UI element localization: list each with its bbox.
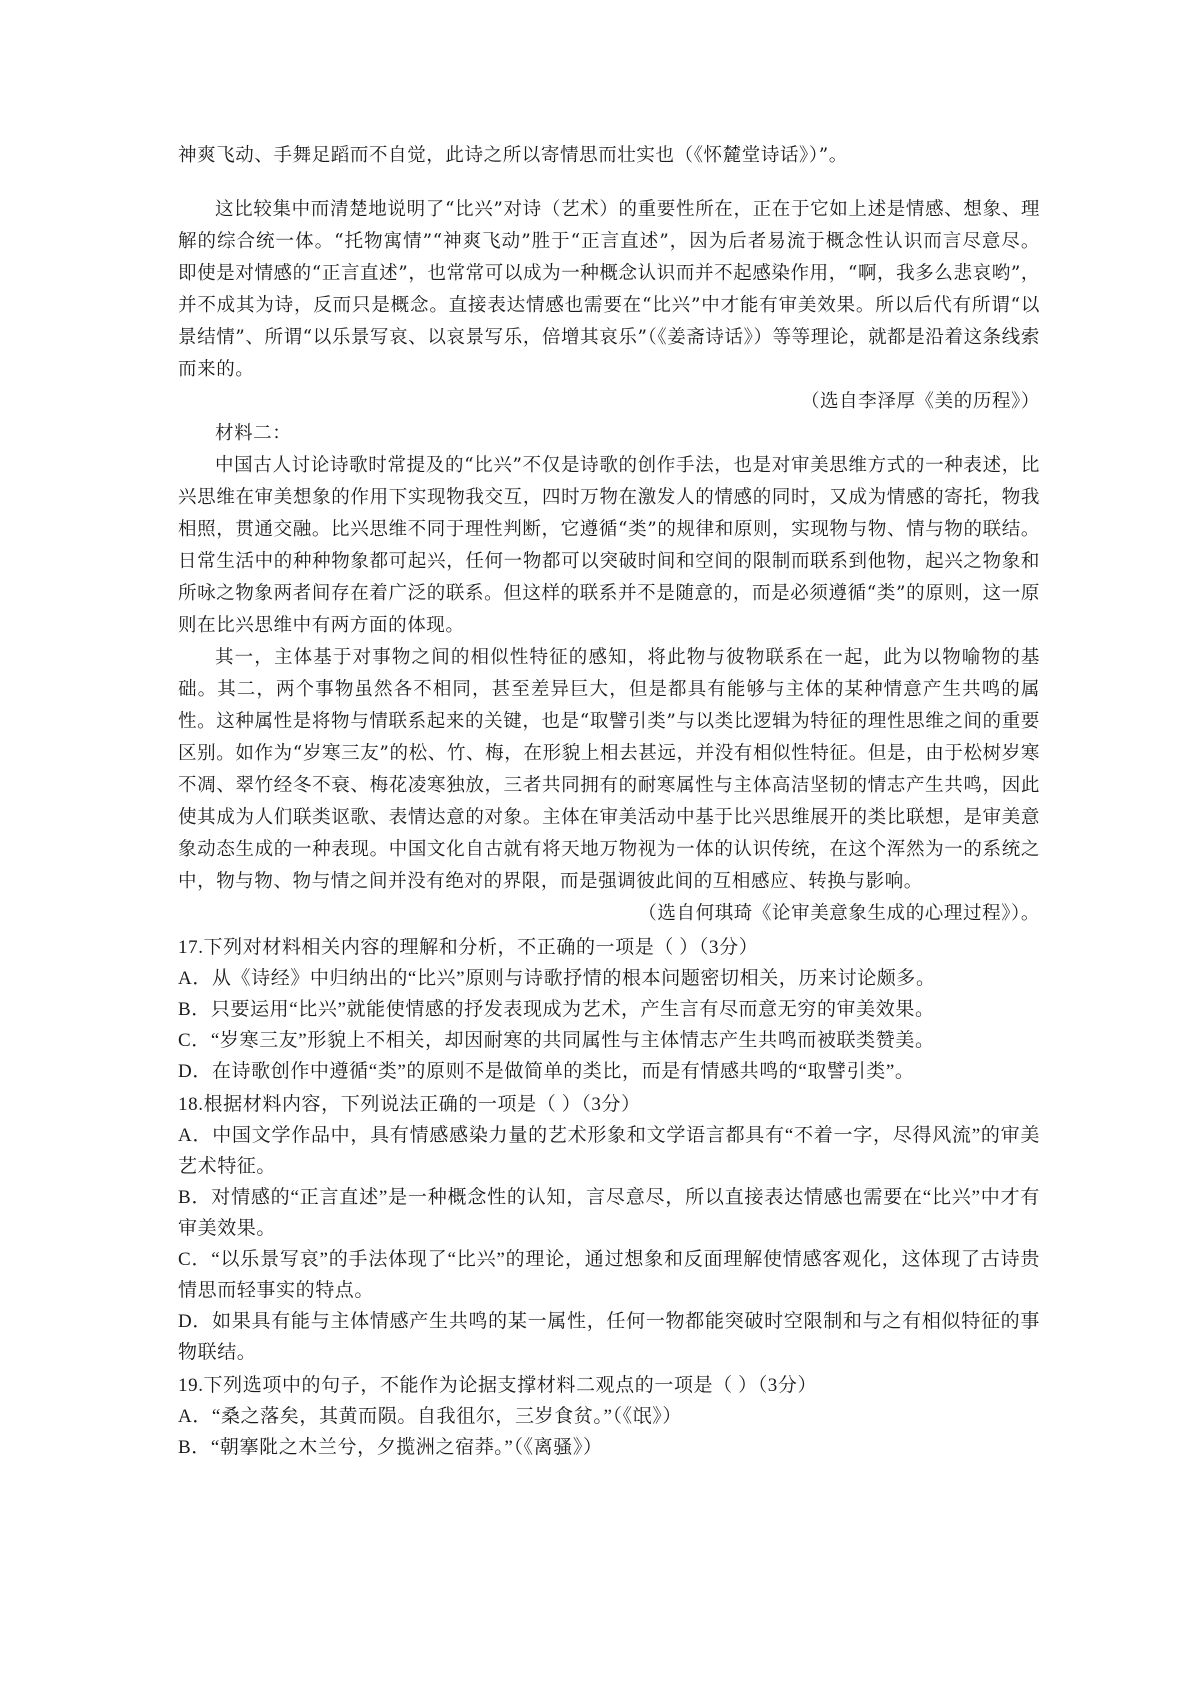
question-18-stem: 18.根据材料内容，下列说法正确的一项是（ ）（3分） (178, 1094, 641, 1115)
question-19-option-b: B．“朝搴阰之木兰兮，夕揽洲之宿莽。”（《离骚》） (178, 1437, 603, 1458)
material1-paragraph: 这比较集中而清楚地说明了“比兴”对诗（艺术）的重要性所在，正在于它如上述是情感、想象、理解的综合统一体。“托物寓情”“神爽飞动”胜于“正言直述”，因为后者易流于概念性认识而言尽意尽。即使是对情感的“正言直述”，也常常可以成为一种概念认识而并不起感染作用，“啊，我多么悲哀哟”，并不成其为诗，反而只是概念。直接表达情感也需要在“比兴”中才能有审美效果。所以后代有所谓“以景结情”、所谓“以乐景写哀、以哀景写乐，倍增其哀乐”（《姜斋诗话》）等等理论，就都是沿着这条线索而来的。 (178, 199, 1040, 380)
question-19-stem: 19.下列选项中的句子，不能作为论据支撑材料二观点的一项是（ ）（3分） (178, 1375, 818, 1396)
question-17-option-c: C．“岁寒三友”形貌上不相关，却因耐寒的共同属性与主体情志产生共鸣而被联类赞美。 (178, 1030, 935, 1051)
question-17-option-a: A．从《诗经》中归纳出的“比兴”原则与诗歌抒情的根本问题密切相关，历来讨论颇多。 (178, 968, 936, 989)
question-18-option-a: A．中国文学作品中，具有情感感染力量的艺术形象和文学语言都具有“不着一字，尽得风流”的审美艺术特征。 (178, 1125, 1040, 1177)
question-17-option-d: D．在诗歌创作中遵循“类”的原则不是做简单的类比，而是有情感共鸣的“取譬引类”。 (178, 1061, 915, 1082)
question-18-option-b: B．对情感的“正言直述”是一种概念性的认知，言尽意尽，所以直接表达情感也需要在“比兴”中才有审美效果。 (178, 1187, 1040, 1239)
material1-source: （选自李泽厚《美的历程》） (800, 391, 1040, 412)
exam-page (178, 140, 1040, 1463)
material2-source: （选自何琪琦《论审美意象生成的心理过程》）。 (638, 903, 1040, 924)
question-list (178, 932, 1040, 1463)
question-19-option-a: A．“桑之落矣，其黄而陨。自我徂尔，三岁食贫。”（《氓》） (178, 1406, 682, 1427)
question-17-stem: 17.下列对材料相关内容的理解和分析，不正确的一项是（ ）（3分） (178, 937, 759, 958)
material2-paragraph-2: 其一，主体基于对事物之间的相似性特征的感知，将此物与彼物联系在一起，此为以物喻物的基础。其二，两个事物虽然各不相同，甚至差异巨大，但是都具有能够与主体的某种情意产生共鸣的属性。这种属性是将物与情联系起来的关键，也是“取譬引类”与以类比逻辑为特征的理性思维之间的重要区别。如作为“岁寒三友”的松、竹、梅，在形貌上相去甚远，并没有相似性特征。但是，由于松树岁寒不凋、翠竹经冬不衰、梅花凌寒独放，三者共同拥有的耐寒属性与主体高洁坚韧的情志产生共鸣，因此使其成为人们联类讴歌、表情达意的对象。主体在审美活动中基于比兴思维展开的类比联想，是审美意象动态生成的一种表现。中国文化自古就有将天地万物视为一体的认识传统，在这个浑然为一的系统之中，物与物、物与情之间并没有绝对的界限，而是强调彼此间的互相感应、转换与影响。 (178, 647, 1040, 892)
material2-label: 材料二： (215, 423, 292, 444)
question-18-option-c: C．“以乐景写哀”的手法体现了“比兴”的理论，通过想象和反面理解使情感客观化，这体现了古诗贵情思而轻事实的特点。 (178, 1249, 1040, 1301)
question-17-option-b: B．只要运用“比兴”就能使情感的抒发表现成为艺术，产生言有尽而意无穷的审美效果。 (178, 999, 935, 1020)
question-18-option-d: D．如果具有能与主体情感产生共鸣的某一属性，任何一物都能突破时空限制和与之有相似特征的事物联结。 (178, 1311, 1040, 1363)
material2-paragraph-1: 中国古人讨论诗歌时常提及的“比兴”不仅是诗歌的创作手法，也是对审美思维方式的一种表述，比兴思维在审美想象的作用下实现物我交互，四时万物在激发人的情感的同时，又成为情感的寄托，物我相照，贯通交融。比兴思维不同于理性判断，它遵循“类”的规律和原则，实现物与物、情与物的联结。日常生活中的种种物象都可起兴，任何一物都可以突破时间和空间的限制而联系到他物，起兴之物象和所咏之物象两者间存在着广泛的联系。但这样的联系并不是随意的，而是必须遵循“类”的原则，这一原则在比兴思维中有两方面的体现。 (178, 455, 1040, 636)
paragraph-gap (178, 172, 1040, 194)
material1-continued-paragraph: 神爽飞动、手舞足蹈而不自觉，此诗之所以寄情思而壮实也（《怀麓堂诗话》）”。 (178, 145, 848, 166)
